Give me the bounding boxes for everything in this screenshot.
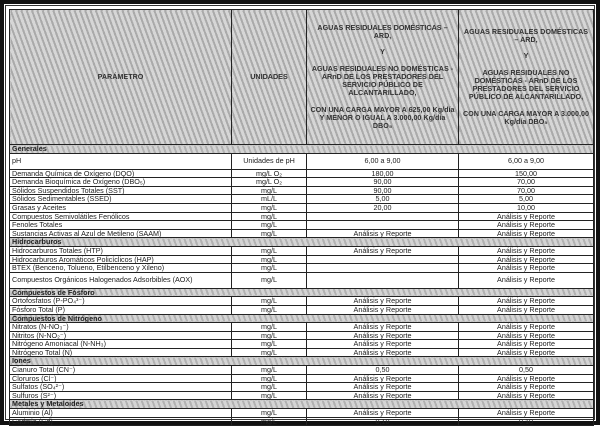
unit-cell: mg/L (232, 391, 307, 400)
header-col4 (459, 10, 594, 145)
unit-cell: mg/L (232, 264, 307, 273)
section-row (10, 145, 594, 154)
limit-cell-col4: Análisis y Reporte (459, 221, 594, 230)
limit-cell-col4: Análisis y Reporte (459, 272, 594, 288)
limit-cell-col4: Análisis y Reporte (459, 374, 594, 383)
limit-cell-col3: 90,00 (307, 178, 459, 187)
limit-cell-col3: Análisis y Reporte (307, 331, 459, 340)
unit-cell: mg/L (232, 417, 307, 426)
section-title: Compuestos de Nitrógeno (10, 314, 594, 323)
unit-cell: mg/L (232, 409, 307, 418)
header-col4-line: CON UNA CARGA MAYOR A 3.000,00 Kg/día DBO₅ (462, 108, 590, 127)
limit-cell-col3 (307, 272, 459, 288)
limit-cell-col3: Análisis y Reporte (307, 323, 459, 332)
limit-cell-col3: Análisis y Reporte (307, 391, 459, 400)
parameters-table (9, 9, 594, 426)
unit-cell: Unidades de pH (232, 153, 307, 169)
parameter-cell: Sulfatos (SO₄²⁻) (10, 383, 232, 392)
limit-cell-col4: Análisis y Reporte (459, 391, 594, 400)
limit-cell-col4: Análisis y Reporte (459, 297, 594, 306)
limit-cell-col3: Análisis y Reporte (307, 383, 459, 392)
header-col3-line: Y (380, 47, 385, 57)
unit-cell: mg/L (232, 348, 307, 357)
unit-cell: mg/L (232, 221, 307, 230)
limit-cell-col3 (307, 221, 459, 230)
limit-cell-col4: 10,00 (459, 203, 594, 212)
parameter-cell: Sólidos Sedimentables (SSED) (10, 195, 232, 204)
scanned-page (5, 5, 595, 426)
unit-cell: mg/L (232, 331, 307, 340)
limit-cell-col3: 6,00 a 9,00 (307, 153, 459, 169)
unit-cell: mg/L (232, 323, 307, 332)
limit-cell-col4: Análisis y Reporte (459, 305, 594, 314)
table-row (10, 153, 594, 169)
header-col3 (307, 10, 459, 145)
unit-cell: mg/L (232, 229, 307, 238)
unit-cell: mg/L O₂ (232, 169, 307, 178)
section-row (10, 357, 594, 366)
unit-cell: mg/L O₂ (232, 178, 307, 187)
header-col4-line: AGUAS RESIDUALES DOMÉSTICAS – ARD, (463, 26, 589, 44)
limit-cell-col4: Análisis y Reporte (459, 255, 594, 264)
table-row (10, 348, 594, 357)
unit-cell: mg/L (232, 305, 307, 314)
limit-cell-col3 (307, 264, 459, 273)
parameter-cell: BTEX (Benceno, Tolueno, Etilbenceno y Xileno) (10, 264, 232, 273)
section-title: Metales y Metaloides (10, 400, 594, 409)
limit-cell-col3 (307, 255, 459, 264)
unit-cell: mg/L (232, 272, 307, 288)
unit-cell: mg/L (232, 374, 307, 383)
table-row (10, 203, 594, 212)
limit-cell-col3: 20,00 (307, 203, 459, 212)
limit-cell-col3: Análisis y Reporte (307, 297, 459, 306)
unit-cell: mg/L (232, 246, 307, 255)
limit-cell-col4: Análisis y Reporte (459, 229, 594, 238)
limit-cell-col4: Análisis y Reporte (459, 348, 594, 357)
table-row (10, 272, 594, 288)
parameter-cell: Grasas y Aceites (10, 203, 232, 212)
parameter-cell: Hidrocarburos Totales (HTP) (10, 246, 232, 255)
unit-cell: mg/L (232, 203, 307, 212)
section-title: Iones (10, 357, 594, 366)
limit-cell-col3: Análisis y Reporte (307, 229, 459, 238)
table-row (10, 409, 594, 418)
header-parametro: PARÁMETRO (10, 10, 232, 145)
unit-cell: mg/L (232, 297, 307, 306)
parameter-cell: Fenoles Totales (10, 221, 232, 230)
limit-cell-col3: Análisis y Reporte (307, 409, 459, 418)
parameter-cell: Demanda Química de Oxígeno (DQO) (10, 169, 232, 178)
limit-cell-col4: 150,00 (459, 169, 594, 178)
limit-cell-col4: Análisis y Reporte (459, 331, 594, 340)
parameter-cell: Aluminio (Al) (10, 409, 232, 418)
unit-cell: mL/L (232, 195, 307, 204)
parameter-cell: Nitrógeno Amoniacal (N-NH₃) (10, 340, 232, 349)
header-col3-line: AGUAS RESIDUALES DOMÉSTICAS – ARD, (317, 22, 448, 40)
parameter-cell: Nitritos (N-NO₂⁻) (10, 331, 232, 340)
limit-cell-col3: Análisis y Reporte (307, 246, 459, 255)
limit-cell-col4: Análisis y Reporte (459, 212, 594, 221)
parameter-cell: Cianuro Total (CN⁻) (10, 366, 232, 375)
limit-cell-col4: Análisis y Reporte (459, 323, 594, 332)
table-header-row (10, 10, 594, 145)
unit-cell: mg/L (232, 366, 307, 375)
header-unidades: UNIDADES (232, 10, 307, 145)
header-col4-line: AGUAS RESIDUALES NO DOMÉSTICAS - ARnD DE LOS PRESTADORES DEL SERVICIO PÚBLICO DE ALCANTARILLADO, (468, 67, 584, 102)
parameter-cell: pH (10, 153, 232, 169)
unit-cell: mg/L (232, 186, 307, 195)
limit-cell-col3: 5,00 (307, 195, 459, 204)
table-row (10, 323, 594, 332)
limit-cell-col3 (307, 212, 459, 221)
limit-cell-col4: Análisis y Reporte (459, 383, 594, 392)
parameter-cell: Compuestos Orgánicos Halogenados Adsorbibles (AOX) (10, 272, 232, 288)
header-col3-line: AGUAS RESIDUALES NO DOMÉSTICAS - ARnD DE LOS PRESTADORES DEL SERVICIO PÚBLICO DE ALCANTARILLADO, (311, 63, 454, 98)
limit-cell-col4: 70,00 (459, 186, 594, 195)
parameter-cell: Demanda Bioquímica de Oxígeno (DBO₅) (10, 178, 232, 187)
limit-cell-col4: 0,50 (459, 366, 594, 375)
limit-cell-col3: Análisis y Reporte (307, 348, 459, 357)
limit-cell-col3: 90,00 (307, 186, 459, 195)
unit-cell: mg/L (232, 212, 307, 221)
unit-cell: mg/L (232, 255, 307, 264)
parameter-cell: Sulfuros (S²⁻) (10, 391, 232, 400)
limit-cell-col3: Análisis y Reporte (307, 374, 459, 383)
table-row (10, 305, 594, 314)
parameter-cell: Cloruros (Cl⁻) (10, 374, 232, 383)
table-row (10, 417, 594, 426)
limit-cell-col4: Análisis y Reporte (459, 409, 594, 418)
table-row (10, 221, 594, 230)
limit-cell-col3: 0,10 (307, 417, 459, 426)
parameter-cell: Nitratos (N-NO₃⁻) (10, 323, 232, 332)
parameter-cell: Ortofosfatos (P-PO₄³⁻) (10, 297, 232, 306)
limit-cell-col3: 180,00 (307, 169, 459, 178)
limit-cell-col3: Análisis y Reporte (307, 305, 459, 314)
limit-cell-col4: 5,00 (459, 195, 594, 204)
header-col3-line: CON UNA CARGA MAYOR A 625,00 Kg/día Y MENOR O IGUAL A 3.000,00 Kg/día DBO₅ (310, 104, 455, 131)
parameter-cell: Sólidos Suspendidos Totales (SST) (10, 186, 232, 195)
parameter-cell: Cadmio (Cd) (10, 417, 232, 426)
limit-cell-col4: 0,10 (459, 417, 594, 426)
unit-cell: mg/L (232, 383, 307, 392)
parameter-cell: Sustancias Activas al Azul de Metileno (SAAM) (10, 229, 232, 238)
section-title: Hidrocarburos (10, 238, 594, 247)
table-row (10, 366, 594, 375)
limit-cell-col4: 6,00 a 9,00 (459, 153, 594, 169)
section-title: Compuestos de Fósforo (10, 288, 594, 297)
table-row (10, 195, 594, 204)
table-row (10, 264, 594, 273)
table-row (10, 229, 594, 238)
table-row (10, 246, 594, 255)
parameter-cell: Nitrógeno Total (N) (10, 348, 232, 357)
parameter-cell: Hidrocarburos Aromáticos Policíclicos (HAP) (10, 255, 232, 264)
limit-cell-col4: 70,00 (459, 178, 594, 187)
parameter-cell: Fósforo Total (P) (10, 305, 232, 314)
limit-cell-col4: Análisis y Reporte (459, 246, 594, 255)
limit-cell-col3: Análisis y Reporte (307, 340, 459, 349)
section-title: Generales (10, 145, 594, 154)
limit-cell-col4: Análisis y Reporte (459, 264, 594, 273)
table-row (10, 391, 594, 400)
table-row (10, 178, 594, 187)
header-col4-line: Y (523, 51, 529, 61)
limit-cell-col3: 0,50 (307, 366, 459, 375)
limit-cell-col4: Análisis y Reporte (459, 340, 594, 349)
unit-cell: mg/L (232, 340, 307, 349)
parameter-cell: Compuestos Semivolátiles Fenólicos (10, 212, 232, 221)
